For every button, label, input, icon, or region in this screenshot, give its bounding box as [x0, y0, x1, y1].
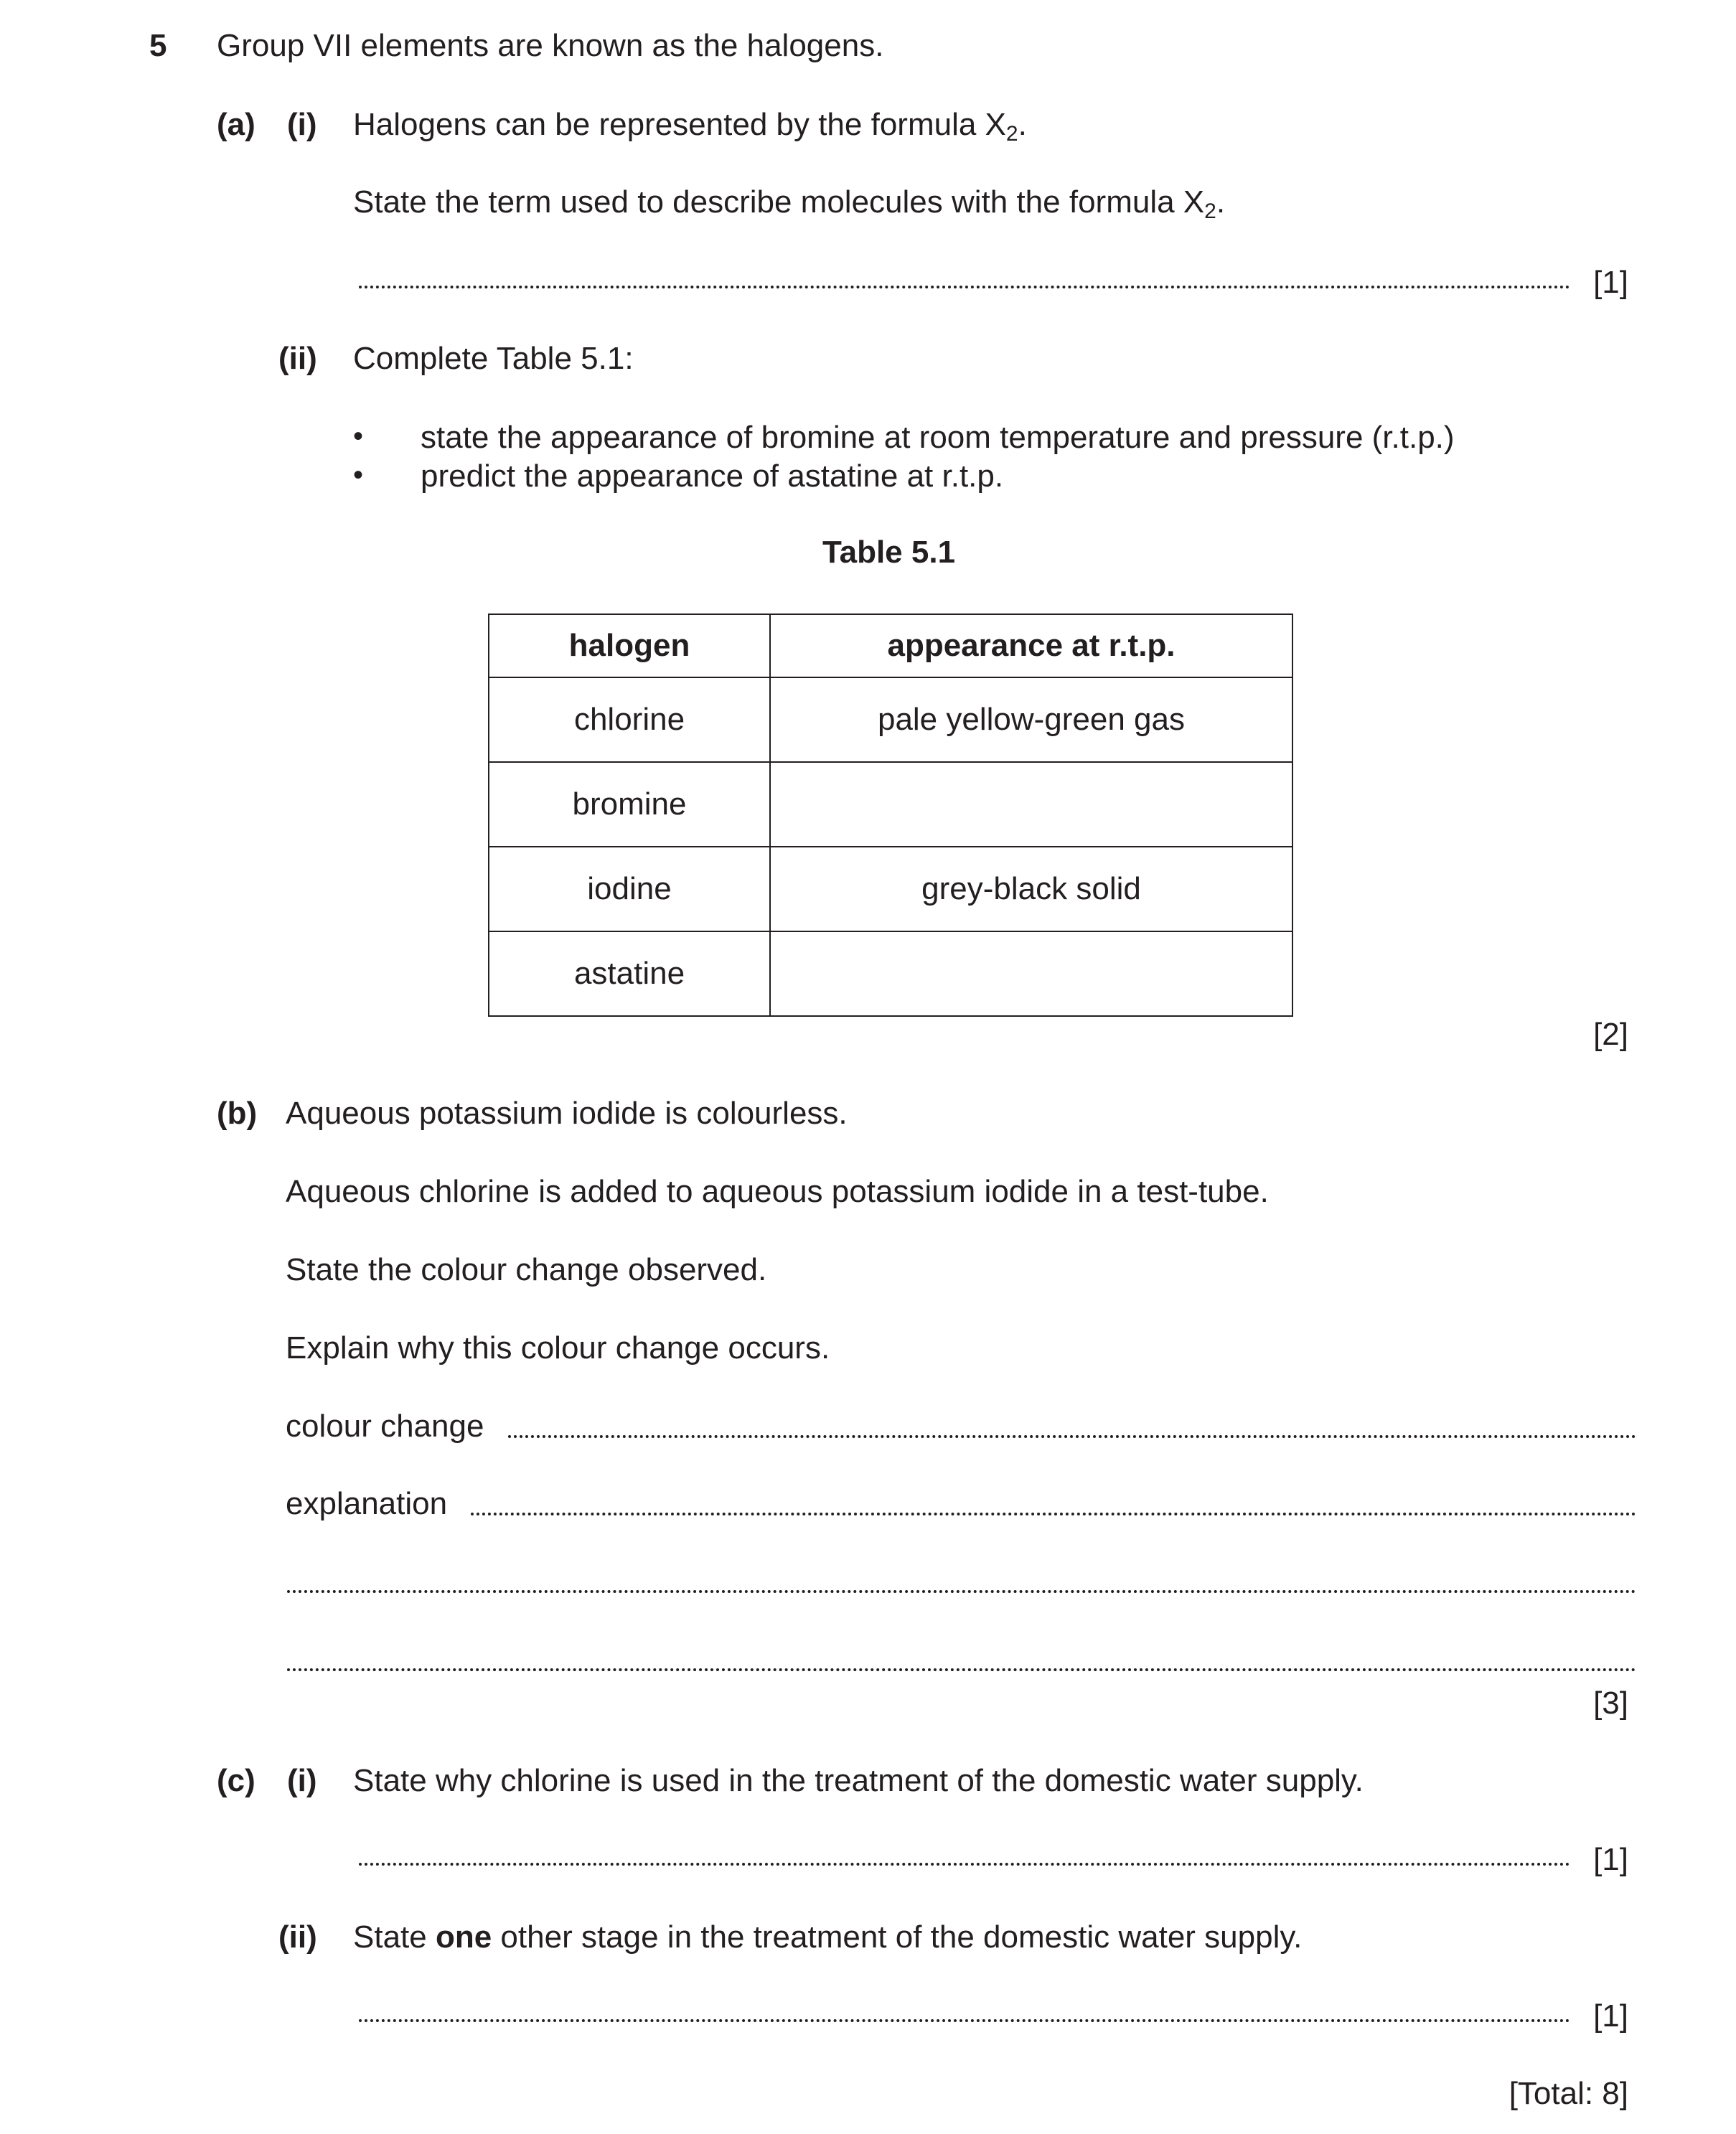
part-b-line-3: State the colour change observed. [286, 1252, 767, 1287]
table-row [489, 847, 1292, 931]
part-b-line-1: Aqueous potassium iodide is colourless. [286, 1096, 848, 1131]
answer-line-explanation-3[interactable] [287, 1668, 1636, 1671]
question-intro: Group VII elements are known as the halogens. [217, 28, 884, 63]
mark-a-i: [1] [1593, 265, 1628, 300]
table-cell-answer-bromine[interactable] [770, 762, 1292, 847]
part-b-line-4: Explain why this colour change occurs. [286, 1330, 830, 1366]
answer-line-colour-change[interactable] [508, 1435, 1636, 1438]
table-row [489, 677, 1292, 762]
question-number: 5 [149, 28, 167, 63]
mark-c-ii: [1] [1593, 1998, 1628, 2034]
table-cell-halogen: bromine [489, 762, 770, 847]
bullet-item-1: state the appearance of bromine at room temperature and pressure (r.t.p.) [421, 420, 1455, 455]
part-c-ii-label: (ii) [278, 1919, 317, 1955]
table-cell-halogen: chlorine [489, 677, 770, 762]
table-row [489, 931, 1292, 1016]
part-b-label: (b) [217, 1096, 258, 1131]
total-marks: [Total: 8] [1509, 2076, 1628, 2111]
table-cell-halogen: astatine [489, 931, 770, 1016]
part-c-i-label: (i) [287, 1763, 317, 1798]
part-a-i-label: (i) [287, 107, 317, 142]
part-c-label: (c) [217, 1763, 255, 1798]
part-a-label: (a) [217, 107, 255, 142]
part-a-i-line2: State the term used to describe molecules with the formula $X_2$. [353, 184, 1226, 223]
answer-line-explanation-1[interactable] [471, 1513, 1636, 1515]
answer-line-c-ii[interactable] [359, 2019, 1570, 2022]
mark-c-i: [1] [1593, 1842, 1628, 1877]
table-caption: Table 5.1 [822, 535, 956, 570]
bullet-icon: • [353, 459, 364, 491]
answer-line-a-i[interactable] [359, 286, 1570, 288]
table-cell-appearance: pale yellow-green gas [770, 677, 1292, 762]
bullet-item-2: predict the appearance of astatine at r.t.p. [421, 459, 1004, 494]
halogen-table [488, 614, 1293, 1017]
table-header-halogen: halogen [489, 614, 770, 677]
colour-change-label: colour change [286, 1409, 484, 1444]
answer-line-c-i[interactable] [359, 1863, 1570, 1866]
part-a-ii-instruction: Complete Table 5.1: [353, 341, 634, 376]
table-header-row [489, 614, 1292, 677]
mark-b: [3] [1593, 1686, 1628, 1721]
explanation-label: explanation [286, 1486, 448, 1521]
table-row [489, 762, 1292, 847]
table-header-appearance: appearance at r.t.p. [770, 614, 1292, 677]
part-a-ii-label: (ii) [278, 341, 317, 376]
part-c-i-text: State why chlorine is used in the treatment of the domestic water supply. [353, 1763, 1364, 1798]
answer-line-explanation-2[interactable] [287, 1590, 1636, 1593]
part-b-line-2: Aqueous chlorine is added to aqueous potassium iodide in a test-tube. [286, 1174, 1269, 1209]
mark-a-ii: [2] [1593, 1017, 1628, 1052]
table-cell-answer-astatine[interactable] [770, 931, 1292, 1016]
part-a-i-line1: Halogens can be represented by the formula $X_2$. [353, 107, 1027, 146]
table-cell-halogen: iodine [489, 847, 770, 931]
table-cell-appearance: grey-black solid [770, 847, 1292, 931]
part-c-ii-text: State one other stage in the treatment of the domestic water supply. [353, 1919, 1303, 1955]
bullet-icon: • [353, 420, 364, 452]
